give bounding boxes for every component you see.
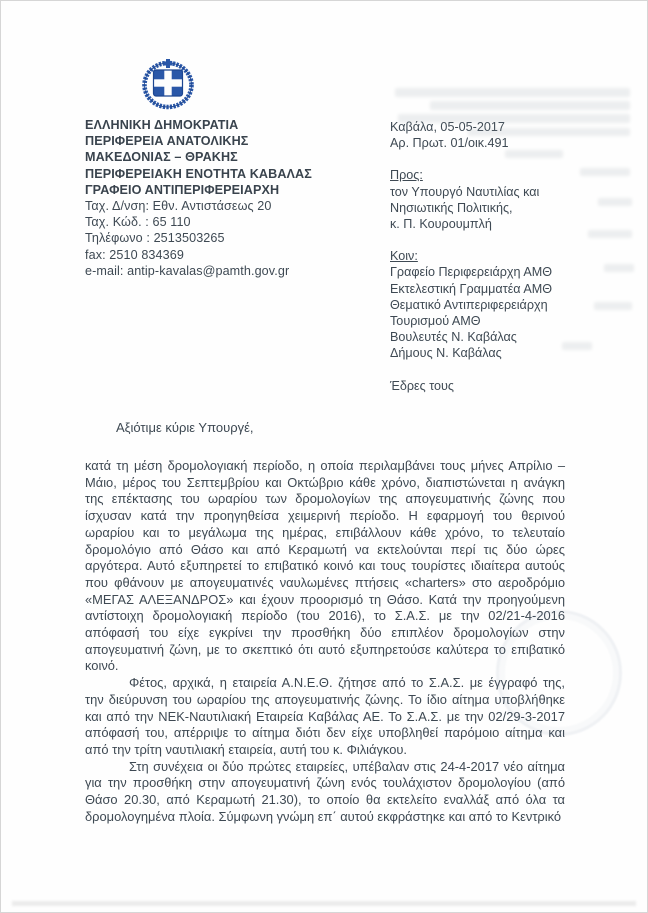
body-paragraph: Φέτος, αρχικά, η εταιρεία Α.Ν.Ε.Θ. ζήτησε από το Σ.Α.Σ. με έγγραφό της, την διεύρυνση του ωραρίου της απογευματινής ζώνης. Το ίδιο αίτημα υποβλήθηκε και από την ΝΕΚ-Ναυτιλιακή Εταιρεία Καβάλας ΑΕ. Το Σ.Α.Σ. με την 02/29-3-2017 απόφασή του, απέρριψε το αίτημα διότι δεν είχε υποβληθεί παρόμοιο αίτημα και από την τρίτη ναυτιλιακή εταιρεία, αυτή του κ. Φιλιάγκου.: [85, 675, 565, 757]
bleed-through-artifact: [430, 101, 630, 110]
greek-national-emblem-icon: [136, 54, 200, 112]
recipient-line: Νησιωτικής Πολιτικής,: [390, 200, 513, 215]
recipient-line: τον Υπουργό Ναυτιλίας και: [390, 184, 540, 199]
cc-line: Βουλευτές Ν. Καβάλας: [390, 330, 517, 345]
sender-line: ΓΡΑΦΕΙΟ ΑΝΤΙΠΕΡΙΦΕΡΕΙΑΡΧΗ: [85, 182, 280, 197]
body-paragraph: Στη συνέχεια οι δύο πρώτες εταιρείες, υπέβαλαν στις 24-4-2017 νέο αίτημα για την προσθήκη στην απογευματινή ζώνη ενός τουλάχιστον δρομολογίου (από Θάσο 20.30, από Κεραμωτή 21.30), το οποίο θα εκτελείτο εναλλάξ από όλα τα δρομολογημένα πλοία. Σύμφωνη γνώμη επ΄ αυτού εκφράστηκε και από το Κεντρικό: [85, 758, 565, 824]
body-paragraph: κατά τη μέση δρομολογιακή περίοδο, η οποία περιλαμβάνει τους μήνες Απρίλιο – Μάιο, μέρος του Σεπτεμβρίου και Οκτώβριο κάθε χρόνο, διαπιστώνεται η ανάγκη της επέκτασης του ωραρίου των δρομολογίων της απογευματινής ζώνης που ίσχυσαν κατά την προηγηθείσα χειμερινή περίοδο. Η εφαρμογή του θερινού ωραρίου και το μεγάλωμα της ημέρας, επιβάλλουν κάθε χρόνο, το τελευταίο δρομολόγιο από Θάσο και από Κεραμωτή να εκτελούνται περί τις δύο ώρες αργότερα. Αυτό εξυπηρετεί το επιβατικό κοινό και τους τουρίστες ιδιαίτερα αυτούς που φθάνουν με απογευματινές ναυλωμένες πτήσεις «charters» στο αεροδρόμιο «ΜΕΓΑΣ ΑΛΕΞΑΝΔΡΟΣ» και έχουν προορισμό τη Θάσο. Κατά την προηγούμενη αντίστοιχη δρομολογιακή περίοδο (του 2016), το Σ.Α.Σ. με την 02/21-4-2016 απόφασή του είχε εγκρίνει την προσθήκη δύο επιπλέον δρομολογίων στην απογευματινή ζώνη, με το σκεπτικό ότι αυτό εξυπηρετούσε καλύτερα το επιβατικό κοινό.: [85, 458, 565, 674]
sender-email-line: e-mail: antip-kavalas@pamth.gov.gr: [85, 263, 290, 278]
cc-line: Θεματικό Αντιπεριφερειάρχη: [390, 297, 548, 312]
meta-recipients-column: [390, 119, 640, 394]
sender-line: ΠΕΡΙΦΕΡΕΙΑ ΑΝΑΤΟΛΙΚΗΣ: [85, 134, 249, 149]
scan-edge-smudge: [12, 901, 636, 906]
cc-line: Δήμους Ν. Καβάλας: [390, 346, 502, 361]
sender-address-line: Ταχ. Δ/νση: Εθν. Αντιστάσεως 20: [85, 199, 272, 214]
cc-line: Γραφείο Περιφερειάρχη ΑΜΘ: [390, 265, 553, 280]
sender-fax-line: fax: 2510 834369: [85, 247, 184, 262]
salutation: Αξιότιμε κύριε Υπουργέ,: [116, 420, 254, 435]
sender-line: ΕΛΛΗΝΙΚΗ ΔΗΜΟΚΡΑΤΙΑ: [85, 118, 239, 132]
letter-body: [85, 458, 565, 825]
place-date-line: Καβάλα, 05-05-2017: [390, 120, 505, 134]
cc-line: Τουρισμού ΑΜΘ: [390, 314, 481, 329]
cc-label: Κοιν:: [390, 249, 418, 264]
recipient-label: Προς:: [390, 168, 423, 183]
sender-line: ΜΑΚΕΔΟΝΙΑΣ – ΘΡΑΚΗΣ: [85, 150, 238, 165]
recipient-line: κ. Π. Κουρουμπλή: [390, 217, 492, 232]
sender-line: ΠΕΡΙΦΕΡΕΙΑΚΗ ΕΝΟΤΗΤΑ ΚΑΒΑΛΑΣ: [85, 166, 312, 181]
cc-line: Εκτελεστική Γραμματέα ΑΜΘ: [390, 281, 553, 296]
protocol-number-line: Αρ. Πρωτ. 01/οικ.491: [390, 136, 509, 151]
cc-footer: Έδρες τους: [390, 378, 454, 393]
sender-phone-line: Τηλέφωνο : 2513503265: [85, 231, 225, 246]
bleed-through-artifact: [395, 88, 630, 97]
sender-postal-code-line: Ταχ. Κώδ. : 65 110: [85, 215, 191, 230]
sender-letterhead: [85, 117, 385, 279]
